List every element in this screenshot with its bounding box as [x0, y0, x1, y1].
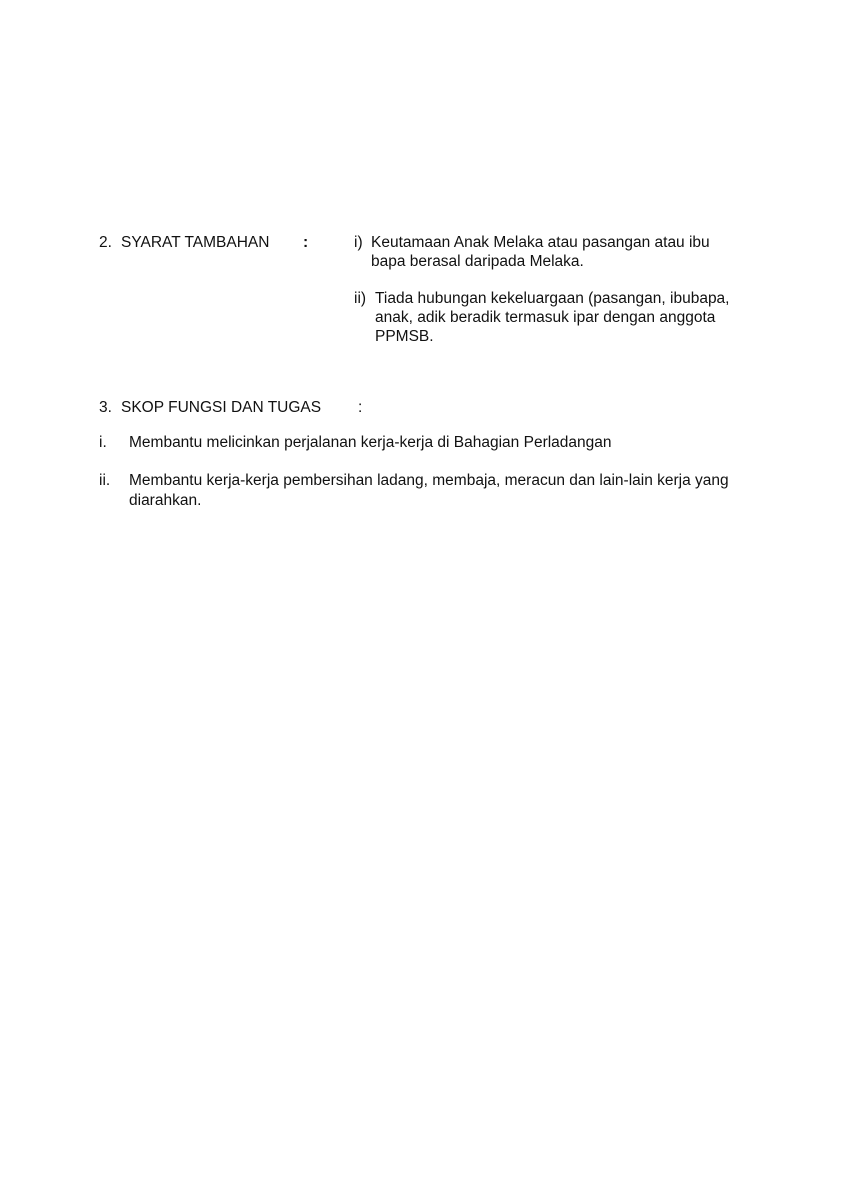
item-line: PPMSB. [375, 328, 434, 345]
item-line: anak, adik beradik termasuk ipar dengan anggota [375, 309, 716, 326]
item-marker: ii. [99, 472, 111, 489]
item-line: Membantu kerja-kerja pembersihan ladang, membaja, meracun dan lain-lain kerja yang [129, 472, 729, 489]
section-3-number: 3. [99, 399, 112, 416]
section-3-heading: SKOP FUNGSI DAN TUGAS [121, 399, 322, 416]
section-2-colon: : [303, 234, 309, 251]
item-marker: i) [354, 234, 363, 251]
item-marker: ii) [354, 290, 367, 307]
item-line: diarahkan. [129, 492, 202, 509]
item-line: Keutamaan Anak Melaka atau pasangan atau ibu [371, 234, 710, 251]
section-2-number: 2. [99, 234, 112, 251]
item-line: Membantu melicinkan perjalanan kerja-kerja di Bahagian Perladangan [129, 434, 612, 451]
item-line: bapa berasal daripada Melaka. [371, 253, 584, 270]
item-marker: i. [99, 434, 107, 451]
section-2-heading: SYARAT TAMBAHAN [121, 234, 270, 251]
section-3-colon: : [358, 399, 363, 416]
item-line: Tiada hubungan kekeluargaan (pasangan, ibubapa, [375, 290, 730, 307]
